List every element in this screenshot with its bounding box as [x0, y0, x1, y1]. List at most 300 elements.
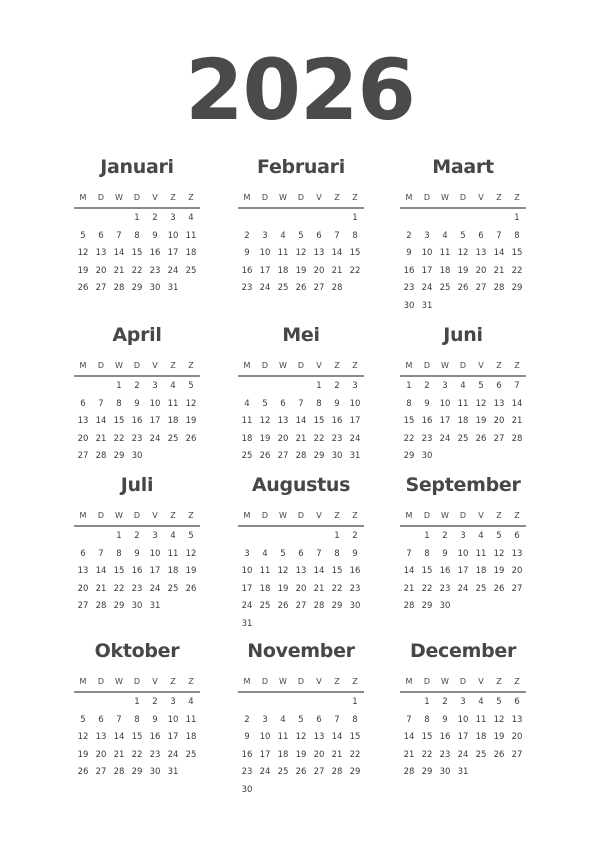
day-cell: 21 — [295, 433, 307, 444]
day-cell: 3 — [262, 714, 268, 725]
day-cell: 27 — [313, 283, 325, 294]
day-cell: 13 — [77, 566, 89, 577]
empty-cell — [92, 694, 110, 712]
day-cell: 2 — [334, 381, 340, 391]
month-september — [400, 470, 526, 616]
weekday-label: D — [459, 511, 467, 520]
day-cell: 9 — [134, 548, 140, 559]
empty-cell — [328, 210, 346, 228]
days-grid — [400, 210, 526, 316]
day-cell: 6 — [80, 398, 86, 409]
weekday-label: Z — [352, 361, 358, 370]
weekday-label: D — [297, 361, 305, 370]
day-cell: 25 — [457, 433, 469, 444]
day-cell: 24 — [149, 433, 161, 444]
day-cell: 7 — [98, 398, 104, 409]
day-cell: 16 — [331, 416, 343, 427]
day-cell: 27 — [77, 451, 89, 462]
day-cell: 12 — [77, 248, 89, 259]
day-cell: 7 — [334, 230, 340, 241]
weekday-header — [400, 358, 526, 374]
weekday-label: D — [297, 677, 305, 686]
month-title: November — [247, 640, 355, 662]
day-cell: 24 — [167, 749, 179, 760]
days-grid — [238, 378, 364, 466]
weekday-header — [74, 674, 200, 690]
weekday-header — [238, 674, 364, 690]
weekday-label: D — [133, 193, 141, 202]
day-cell: 4 — [460, 381, 466, 391]
weekday-label: D — [459, 361, 467, 370]
day-cell: 8 — [406, 398, 412, 409]
day-cell: 21 — [113, 265, 125, 276]
empty-cell — [454, 210, 472, 228]
day-cell: 31 — [167, 283, 179, 294]
day-cell: 23 — [149, 749, 161, 760]
day-cell: 18 — [439, 265, 451, 276]
weekday-label: M — [243, 193, 251, 202]
weekday-label: W — [279, 511, 287, 520]
weekday-label: W — [441, 677, 449, 686]
day-cell: 20 — [313, 265, 325, 276]
day-cell: 23 — [149, 265, 161, 276]
day-cell: 18 — [475, 566, 487, 577]
day-cell: 24 — [457, 583, 469, 594]
day-cell: 5 — [188, 531, 194, 541]
weekday-label: D — [133, 361, 141, 370]
month-title: December — [409, 640, 517, 662]
weekday-header — [238, 190, 364, 206]
day-cell: 6 — [514, 531, 520, 541]
weekday-header — [74, 358, 200, 374]
day-cell: 9 — [352, 548, 358, 559]
month-title: Maart — [432, 156, 494, 178]
day-cell: 25 — [259, 601, 271, 612]
weekday-label: D — [133, 677, 141, 686]
day-cell: 21 — [95, 583, 107, 594]
day-cell: 29 — [349, 767, 361, 778]
empty-cell — [436, 210, 454, 228]
day-cell: 14 — [95, 416, 107, 427]
day-cell: 23 — [241, 767, 253, 778]
day-cell: 5 — [496, 531, 502, 541]
day-cell: 24 — [421, 283, 433, 294]
day-cell: 3 — [170, 697, 176, 707]
day-cell: 25 — [167, 433, 179, 444]
day-cell: 25 — [277, 283, 289, 294]
weekday-header — [400, 190, 526, 206]
day-cell: 19 — [77, 749, 89, 760]
day-cell: 4 — [170, 531, 176, 541]
day-cell: 19 — [185, 416, 197, 427]
day-cell: 24 — [349, 433, 361, 444]
day-cell: 4 — [188, 213, 194, 223]
header-divider — [400, 207, 526, 209]
weekday-label: M — [405, 361, 413, 370]
empty-cell — [92, 210, 110, 228]
empty-cell — [274, 210, 292, 228]
weekday-label: Z — [514, 361, 520, 370]
weekday-label: M — [405, 677, 413, 686]
day-cell: 21 — [511, 416, 523, 427]
day-cell: 9 — [244, 248, 250, 259]
weekday-label: W — [115, 361, 123, 370]
weekday-label: D — [97, 193, 105, 202]
day-cell: 13 — [95, 732, 107, 743]
day-cell: 5 — [188, 381, 194, 391]
day-cell: 10 — [167, 714, 179, 725]
month-oktober — [74, 636, 200, 782]
day-cell: 16 — [241, 265, 253, 276]
day-cell: 25 — [241, 451, 253, 462]
day-cell: 28 — [113, 283, 125, 294]
day-cell: 20 — [77, 433, 89, 444]
day-cell: 19 — [295, 265, 307, 276]
month-title: Januari — [100, 156, 174, 178]
day-cell: 22 — [131, 749, 143, 760]
weekday-label: Z — [352, 193, 358, 202]
weekday-label: D — [97, 511, 105, 520]
day-cell: 16 — [149, 732, 161, 743]
day-cell: 21 — [493, 265, 505, 276]
day-cell: 26 — [457, 283, 469, 294]
empty-cell — [256, 378, 274, 396]
month-december — [400, 636, 526, 782]
day-cell: 9 — [442, 714, 448, 725]
empty-cell — [490, 210, 508, 228]
month-april — [74, 320, 200, 466]
day-cell: 26 — [493, 749, 505, 760]
empty-cell — [92, 528, 110, 546]
empty-cell — [238, 528, 256, 546]
header-divider — [238, 691, 364, 693]
day-cell: 17 — [167, 732, 179, 743]
day-cell: 12 — [475, 398, 487, 409]
day-cell: 10 — [349, 398, 361, 409]
header-divider — [238, 375, 364, 377]
day-cell: 2 — [406, 230, 412, 241]
day-cell: 29 — [113, 451, 125, 462]
day-cell: 24 — [167, 265, 179, 276]
day-cell: 6 — [280, 398, 286, 409]
weekday-header — [400, 674, 526, 690]
day-cell: 15 — [349, 732, 361, 743]
day-cell: 14 — [113, 248, 125, 259]
day-cell: 1 — [116, 381, 122, 391]
day-cell: 4 — [442, 230, 448, 241]
weekday-label: W — [441, 361, 449, 370]
day-cell: 9 — [152, 714, 158, 725]
day-cell: 14 — [95, 566, 107, 577]
weekday-label: M — [405, 511, 413, 520]
day-cell: 8 — [514, 230, 520, 241]
header-divider — [238, 525, 364, 527]
day-cell: 22 — [403, 433, 415, 444]
weekday-label: Z — [334, 361, 340, 370]
day-cell: 12 — [493, 714, 505, 725]
days-grid — [74, 210, 200, 298]
weekday-label: Z — [352, 677, 358, 686]
day-cell: 15 — [313, 416, 325, 427]
month-januari — [74, 152, 200, 298]
day-cell: 19 — [493, 732, 505, 743]
day-cell: 23 — [439, 749, 451, 760]
day-cell: 18 — [475, 732, 487, 743]
month-juni — [400, 320, 526, 466]
weekday-label: V — [478, 511, 484, 520]
day-cell: 27 — [511, 749, 523, 760]
day-cell: 1 — [424, 531, 430, 541]
day-cell: 8 — [352, 230, 358, 241]
empty-cell — [274, 528, 292, 546]
empty-cell — [238, 378, 256, 396]
month-title: Juli — [120, 474, 154, 496]
empty-cell — [292, 378, 310, 396]
day-cell: 3 — [244, 548, 250, 559]
weekday-label: V — [152, 361, 158, 370]
month-maart — [400, 152, 526, 316]
day-cell: 17 — [439, 416, 451, 427]
day-cell: 28 — [403, 601, 415, 612]
day-cell: 11 — [167, 398, 179, 409]
day-cell: 9 — [244, 732, 250, 743]
header-divider — [74, 375, 200, 377]
day-cell: 7 — [496, 230, 502, 241]
day-cell: 26 — [185, 433, 197, 444]
empty-cell — [274, 378, 292, 396]
day-cell: 13 — [295, 566, 307, 577]
month-juli — [74, 470, 200, 616]
day-cell: 12 — [295, 248, 307, 259]
day-cell: 14 — [493, 248, 505, 259]
day-cell: 26 — [475, 433, 487, 444]
day-cell: 11 — [259, 566, 271, 577]
day-cell: 7 — [98, 548, 104, 559]
day-cell: 22 — [331, 583, 343, 594]
day-cell: 7 — [116, 714, 122, 725]
day-cell: 24 — [241, 601, 253, 612]
day-cell: 14 — [295, 416, 307, 427]
days-grid — [400, 378, 526, 466]
day-cell: 5 — [496, 697, 502, 707]
day-cell: 11 — [439, 248, 451, 259]
day-cell: 2 — [244, 230, 250, 241]
day-cell: 15 — [113, 416, 125, 427]
day-cell: 29 — [131, 283, 143, 294]
day-cell: 5 — [298, 230, 304, 241]
weekday-label: W — [115, 511, 123, 520]
day-cell: 17 — [149, 566, 161, 577]
day-cell: 3 — [442, 381, 448, 391]
weekday-label: D — [97, 677, 105, 686]
day-cell: 15 — [131, 732, 143, 743]
day-cell: 1 — [134, 697, 140, 707]
weekday-label: Z — [496, 361, 502, 370]
weekday-label: Z — [170, 511, 176, 520]
empty-cell — [310, 528, 328, 546]
day-cell: 1 — [424, 697, 430, 707]
day-cell: 15 — [421, 732, 433, 743]
day-cell: 15 — [403, 416, 415, 427]
days-grid — [238, 694, 364, 800]
day-cell: 23 — [241, 283, 253, 294]
day-cell: 18 — [241, 433, 253, 444]
day-cell: 30 — [149, 283, 161, 294]
empty-cell — [238, 694, 256, 712]
weekday-label: D — [261, 511, 269, 520]
weekday-label: W — [279, 677, 287, 686]
day-cell: 31 — [349, 451, 361, 462]
day-cell: 17 — [241, 583, 253, 594]
day-cell: 2 — [244, 714, 250, 725]
day-cell: 2 — [424, 381, 430, 391]
day-cell: 16 — [149, 248, 161, 259]
weekday-label: D — [423, 193, 431, 202]
day-cell: 11 — [185, 714, 197, 725]
weekday-label: W — [279, 193, 287, 202]
day-cell: 6 — [298, 548, 304, 559]
day-cell: 29 — [131, 767, 143, 778]
day-cell: 10 — [457, 714, 469, 725]
day-cell: 4 — [170, 381, 176, 391]
day-cell: 16 — [349, 566, 361, 577]
day-cell: 23 — [421, 433, 433, 444]
weekday-label: Z — [514, 193, 520, 202]
day-cell: 5 — [460, 230, 466, 241]
weekday-header — [74, 508, 200, 524]
weekday-label: M — [79, 193, 87, 202]
header-divider — [400, 525, 526, 527]
empty-cell — [110, 694, 128, 712]
day-cell: 4 — [478, 531, 484, 541]
month-title: September — [405, 474, 521, 496]
days-grid — [238, 210, 364, 298]
weekday-label: V — [478, 361, 484, 370]
day-cell: 10 — [259, 732, 271, 743]
day-cell: 10 — [421, 248, 433, 259]
day-cell: 18 — [185, 732, 197, 743]
weekday-label: Z — [496, 511, 502, 520]
day-cell: 24 — [259, 283, 271, 294]
day-cell: 19 — [457, 265, 469, 276]
day-cell: 13 — [493, 398, 505, 409]
day-cell: 14 — [331, 732, 343, 743]
day-cell: 9 — [406, 248, 412, 259]
day-cell: 8 — [116, 398, 122, 409]
day-cell: 17 — [421, 265, 433, 276]
day-cell: 1 — [316, 381, 322, 391]
day-cell: 6 — [478, 230, 484, 241]
day-cell: 3 — [152, 531, 158, 541]
day-cell: 17 — [259, 265, 271, 276]
day-cell: 27 — [77, 601, 89, 612]
day-cell: 7 — [406, 548, 412, 559]
day-cell: 13 — [313, 732, 325, 743]
day-cell: 28 — [493, 283, 505, 294]
day-cell: 12 — [185, 398, 197, 409]
day-cell: 20 — [95, 749, 107, 760]
day-cell: 20 — [313, 749, 325, 760]
weekday-header — [238, 508, 364, 524]
day-cell: 13 — [511, 548, 523, 559]
weekday-label: V — [478, 677, 484, 686]
day-cell: 22 — [421, 749, 433, 760]
day-cell: 5 — [80, 714, 86, 725]
day-cell: 28 — [95, 601, 107, 612]
day-cell: 20 — [511, 732, 523, 743]
day-cell: 15 — [131, 248, 143, 259]
day-cell: 8 — [334, 548, 340, 559]
weekday-header — [400, 508, 526, 524]
weekday-label: D — [261, 677, 269, 686]
empty-cell — [418, 210, 436, 228]
empty-cell — [238, 210, 256, 228]
day-cell: 30 — [131, 601, 143, 612]
day-cell: 17 — [349, 416, 361, 427]
weekday-label: Z — [170, 193, 176, 202]
weekday-label: D — [261, 361, 269, 370]
empty-cell — [472, 210, 490, 228]
day-cell: 26 — [295, 767, 307, 778]
day-cell: 8 — [134, 230, 140, 241]
day-cell: 3 — [262, 230, 268, 241]
day-cell: 20 — [475, 265, 487, 276]
empty-cell — [74, 528, 92, 546]
day-cell: 20 — [511, 566, 523, 577]
day-cell: 29 — [113, 601, 125, 612]
month-title: Juni — [443, 324, 483, 346]
empty-cell — [74, 210, 92, 228]
day-cell: 27 — [277, 451, 289, 462]
day-cell: 20 — [493, 416, 505, 427]
day-cell: 11 — [475, 548, 487, 559]
empty-cell — [400, 694, 418, 712]
day-cell: 25 — [475, 749, 487, 760]
day-cell: 24 — [439, 433, 451, 444]
weekday-label: Z — [188, 677, 194, 686]
header-divider — [74, 525, 200, 527]
day-cell: 12 — [493, 548, 505, 559]
day-cell: 8 — [134, 714, 140, 725]
day-cell: 21 — [331, 749, 343, 760]
weekday-label: V — [316, 677, 322, 686]
empty-cell — [292, 210, 310, 228]
day-cell: 11 — [457, 398, 469, 409]
day-cell: 26 — [185, 583, 197, 594]
day-cell: 24 — [149, 583, 161, 594]
empty-cell — [310, 694, 328, 712]
days-grid — [74, 378, 200, 466]
day-cell: 15 — [421, 566, 433, 577]
day-cell: 29 — [511, 283, 523, 294]
days-grid — [400, 528, 526, 616]
weekday-label: Z — [334, 677, 340, 686]
day-cell: 16 — [131, 566, 143, 577]
day-cell: 25 — [439, 283, 451, 294]
day-cell: 2 — [152, 697, 158, 707]
day-cell: 21 — [403, 749, 415, 760]
day-cell: 10 — [149, 398, 161, 409]
day-cell: 27 — [475, 283, 487, 294]
weekday-label: D — [297, 511, 305, 520]
day-cell: 4 — [188, 697, 194, 707]
day-cell: 4 — [280, 714, 286, 725]
weekday-label: V — [316, 193, 322, 202]
day-cell: 27 — [95, 767, 107, 778]
weekday-label: W — [115, 193, 123, 202]
day-cell: 26 — [493, 583, 505, 594]
day-cell: 30 — [131, 451, 143, 462]
